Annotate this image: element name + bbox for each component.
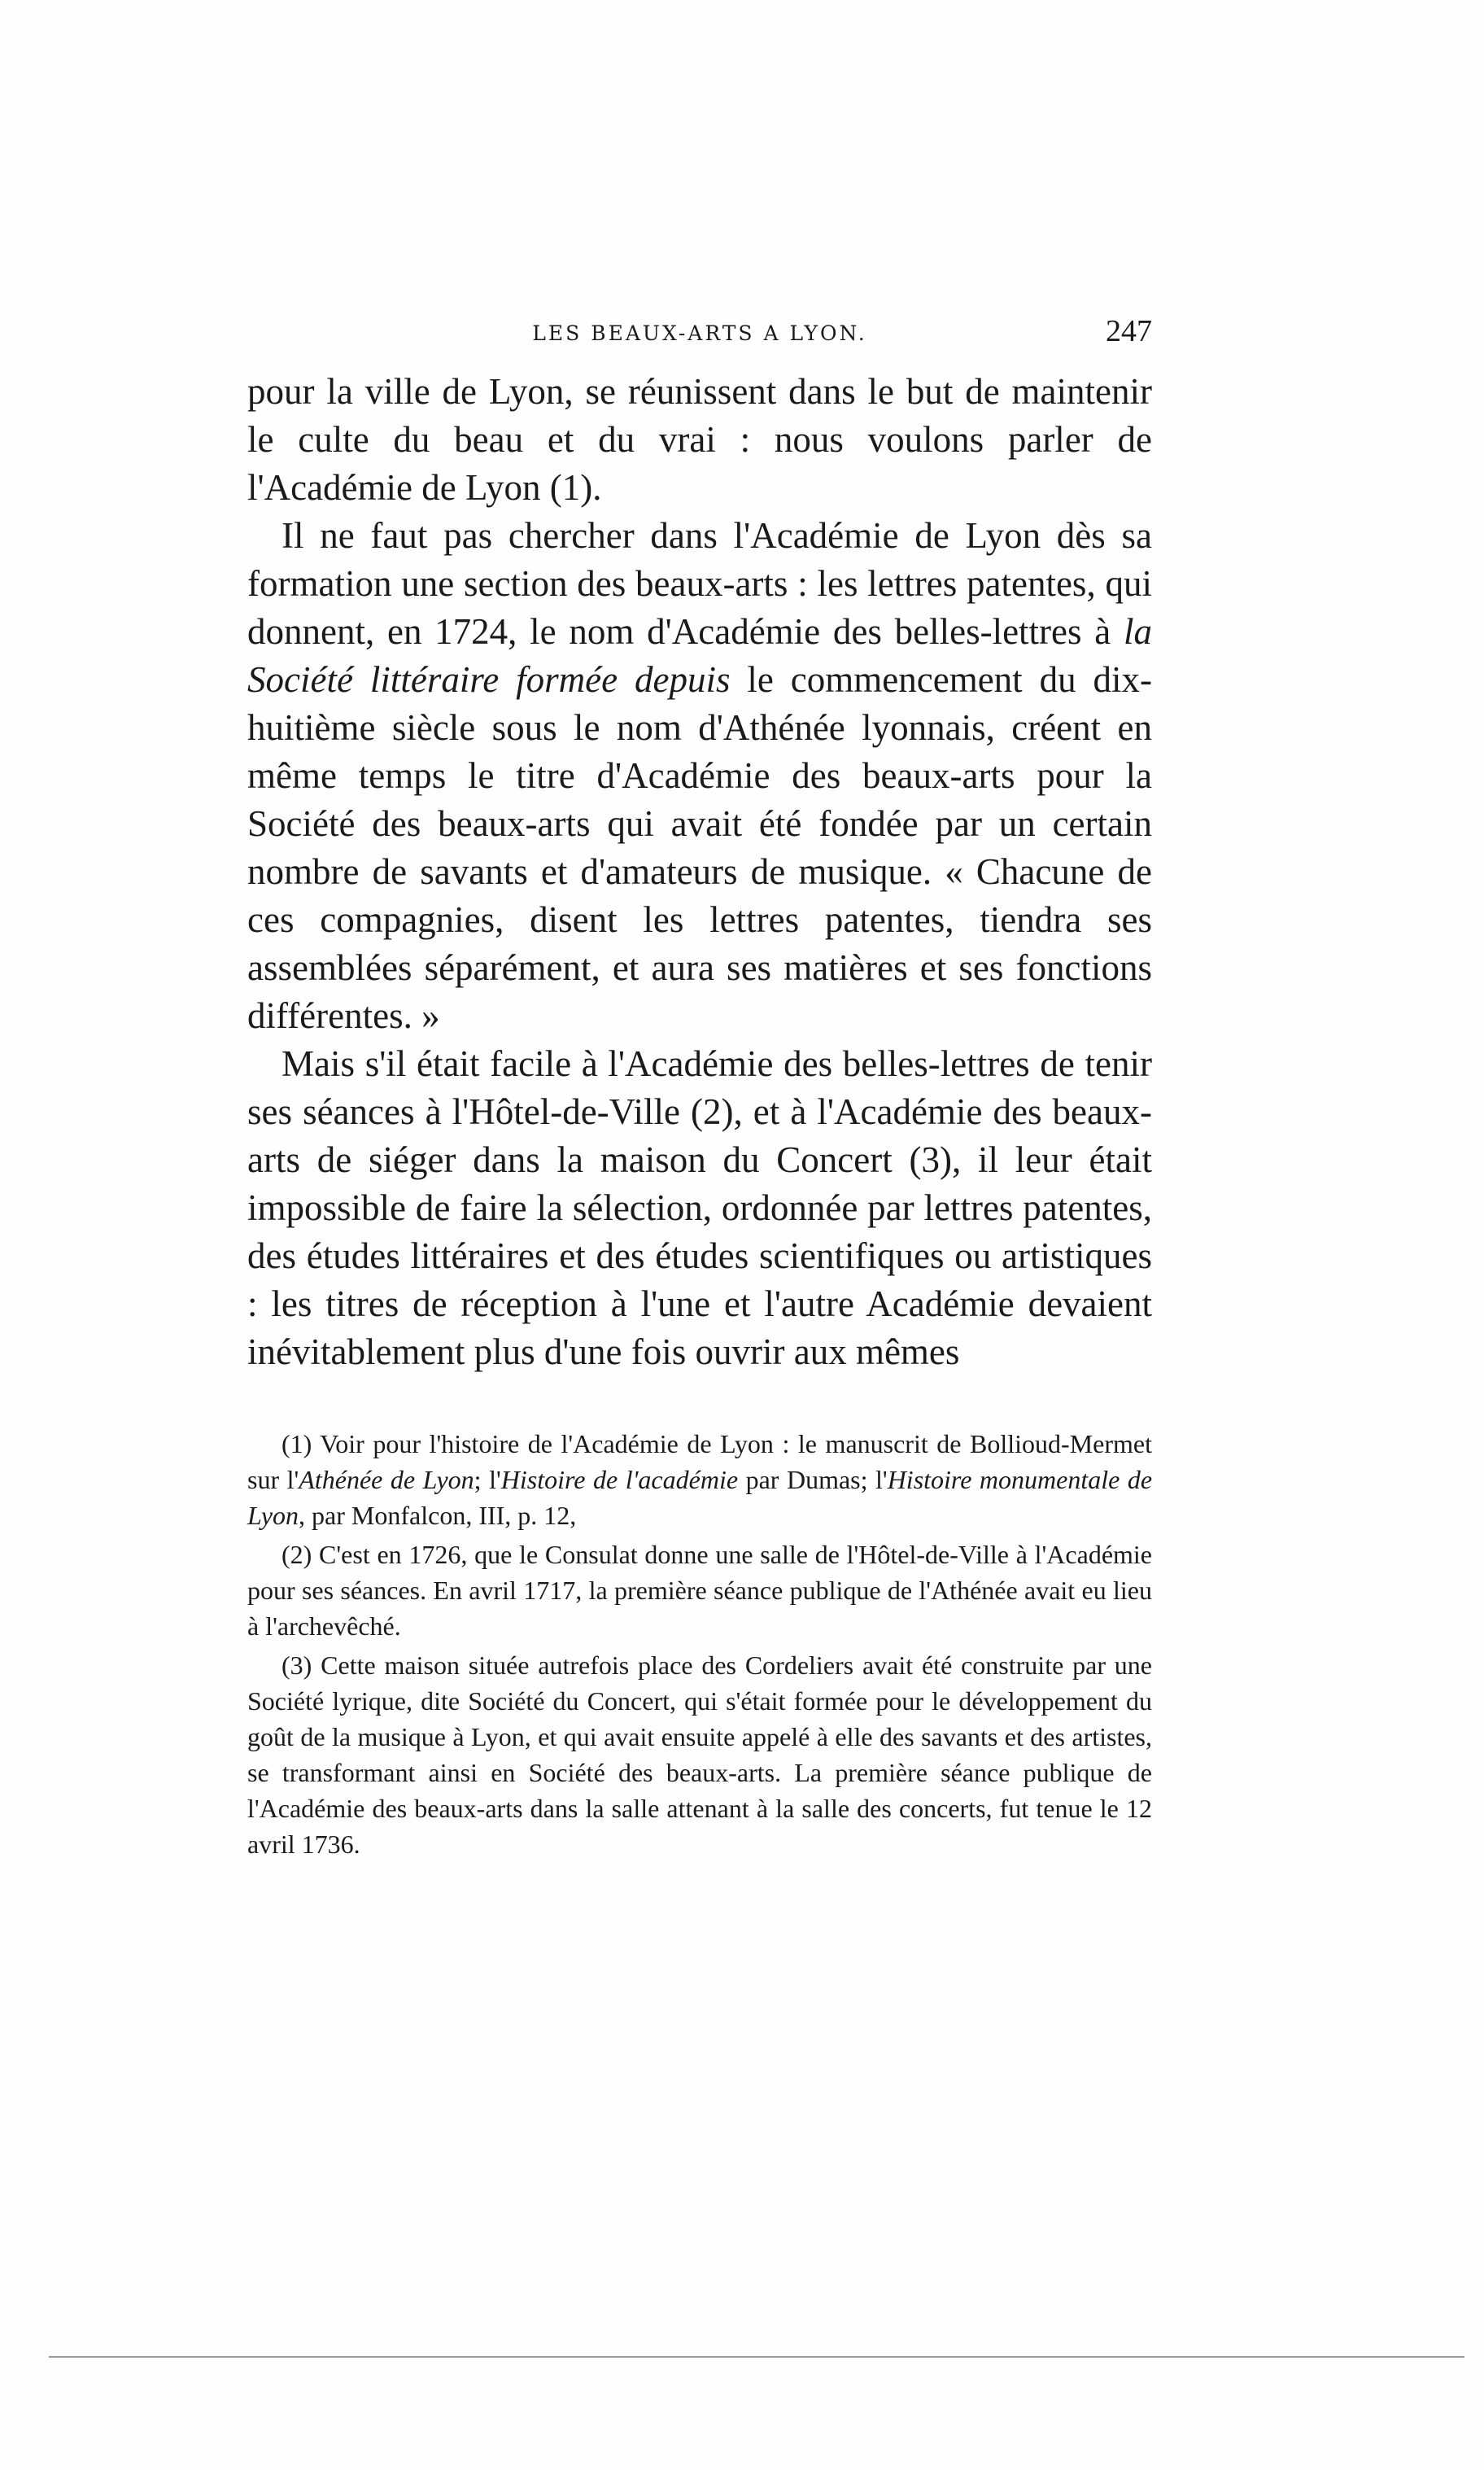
paragraph (247, 368, 1152, 512)
italic-run: Histoire de l'académie (500, 1465, 739, 1494)
page-header (247, 313, 1152, 362)
text-run: Il ne faut pas chercher dans l'Académie de Lyon dès sa formation une section des beaux-arts : les lettres patentes, qui donnent, en 1724, le nom d'Académie des belles-lettres à (247, 515, 1152, 652)
text-run: ; l' (474, 1465, 501, 1494)
footnote (247, 1647, 1152, 1862)
page-number: 247 (1106, 314, 1152, 348)
running-title: LES BEAUX-ARTS A LYON. (532, 321, 867, 345)
text-run: le commencement du dix-huitième siècle sous le nom d'Athénée lyonnais, créent en même temps le titre d'Académie des beaux-arts pour la Société des beaux-arts qui avait été fondée par un certain nombre de savants et d'amateurs de musique. « Chacune de ces compagnies, disent les lettres patentes, tiendra ses assemblées séparément, et aura ses matières et ses fonctions différentes. » (247, 659, 1153, 1036)
main-text (247, 368, 1152, 1376)
footnote (247, 1537, 1152, 1644)
text-run: pour la ville de Lyon, se réunissent dans le but de maintenir le culte du beau et du vrai : nous voulons parler de l'Académie de Lyon (1). (247, 371, 1152, 508)
scan-edge-line (49, 2356, 1464, 2358)
footnote (247, 1426, 1152, 1533)
text-run: Mais s'il était facile à l'Académie des belles-lettres de tenir ses séances à l'Hôtel-de-Ville (2), et à l'Académie des beaux-arts de siéger dans la maison du Concert (3), il leur était impossible de faire la sélection, ordonnée par lettres patentes, des études littéraires et des études scientifiques ou artistiques : les titres de réception à l'une et l'autre Académie devaient inévitablement plus d'une fois ouvrir aux mêmes (247, 1043, 1152, 1372)
text-run: , par Monfalcon, III, p. 12, (299, 1501, 577, 1530)
italic-run: Histoire monumentale de Lyon (247, 1465, 1153, 1530)
paragraph (247, 1040, 1152, 1376)
text-run: (2) C'est en 1726, que le Consulat donne une salle de l'Hôtel-de-Ville à l'Académie pour ses séances. En avril 1717, la première séance publique de l'Athénée avait eu lieu à l'archevêché. (247, 1540, 1152, 1641)
italic-run: Athénée de Lyon (299, 1465, 474, 1494)
paragraph (247, 512, 1152, 1040)
footnotes (247, 1426, 1152, 1865)
text-run: (1) Voir pour l'histoire de l'Académie de Lyon : le manuscrit de Bollioud-Mermet sur l' (247, 1429, 1152, 1494)
italic-run: la Société littéraire formée depuis (247, 611, 1152, 700)
text-run: par Dumas; l' (738, 1465, 888, 1494)
text-run: (3) Cette maison située autrefois place des Cordeliers avait été construite par une Société lyrique, dite Société du Concert, qui s'était formée pour le développement du goût de la musique à Lyon, et qui avait ensuite appelé à elle des savants et des artistes, se transformant ainsi en Société des beaux-arts. La première séance publique de l'Académie des beaux-arts dans la salle attenant à la salle des concerts, fut tenue le 12 avril 1736. (247, 1650, 1152, 1859)
